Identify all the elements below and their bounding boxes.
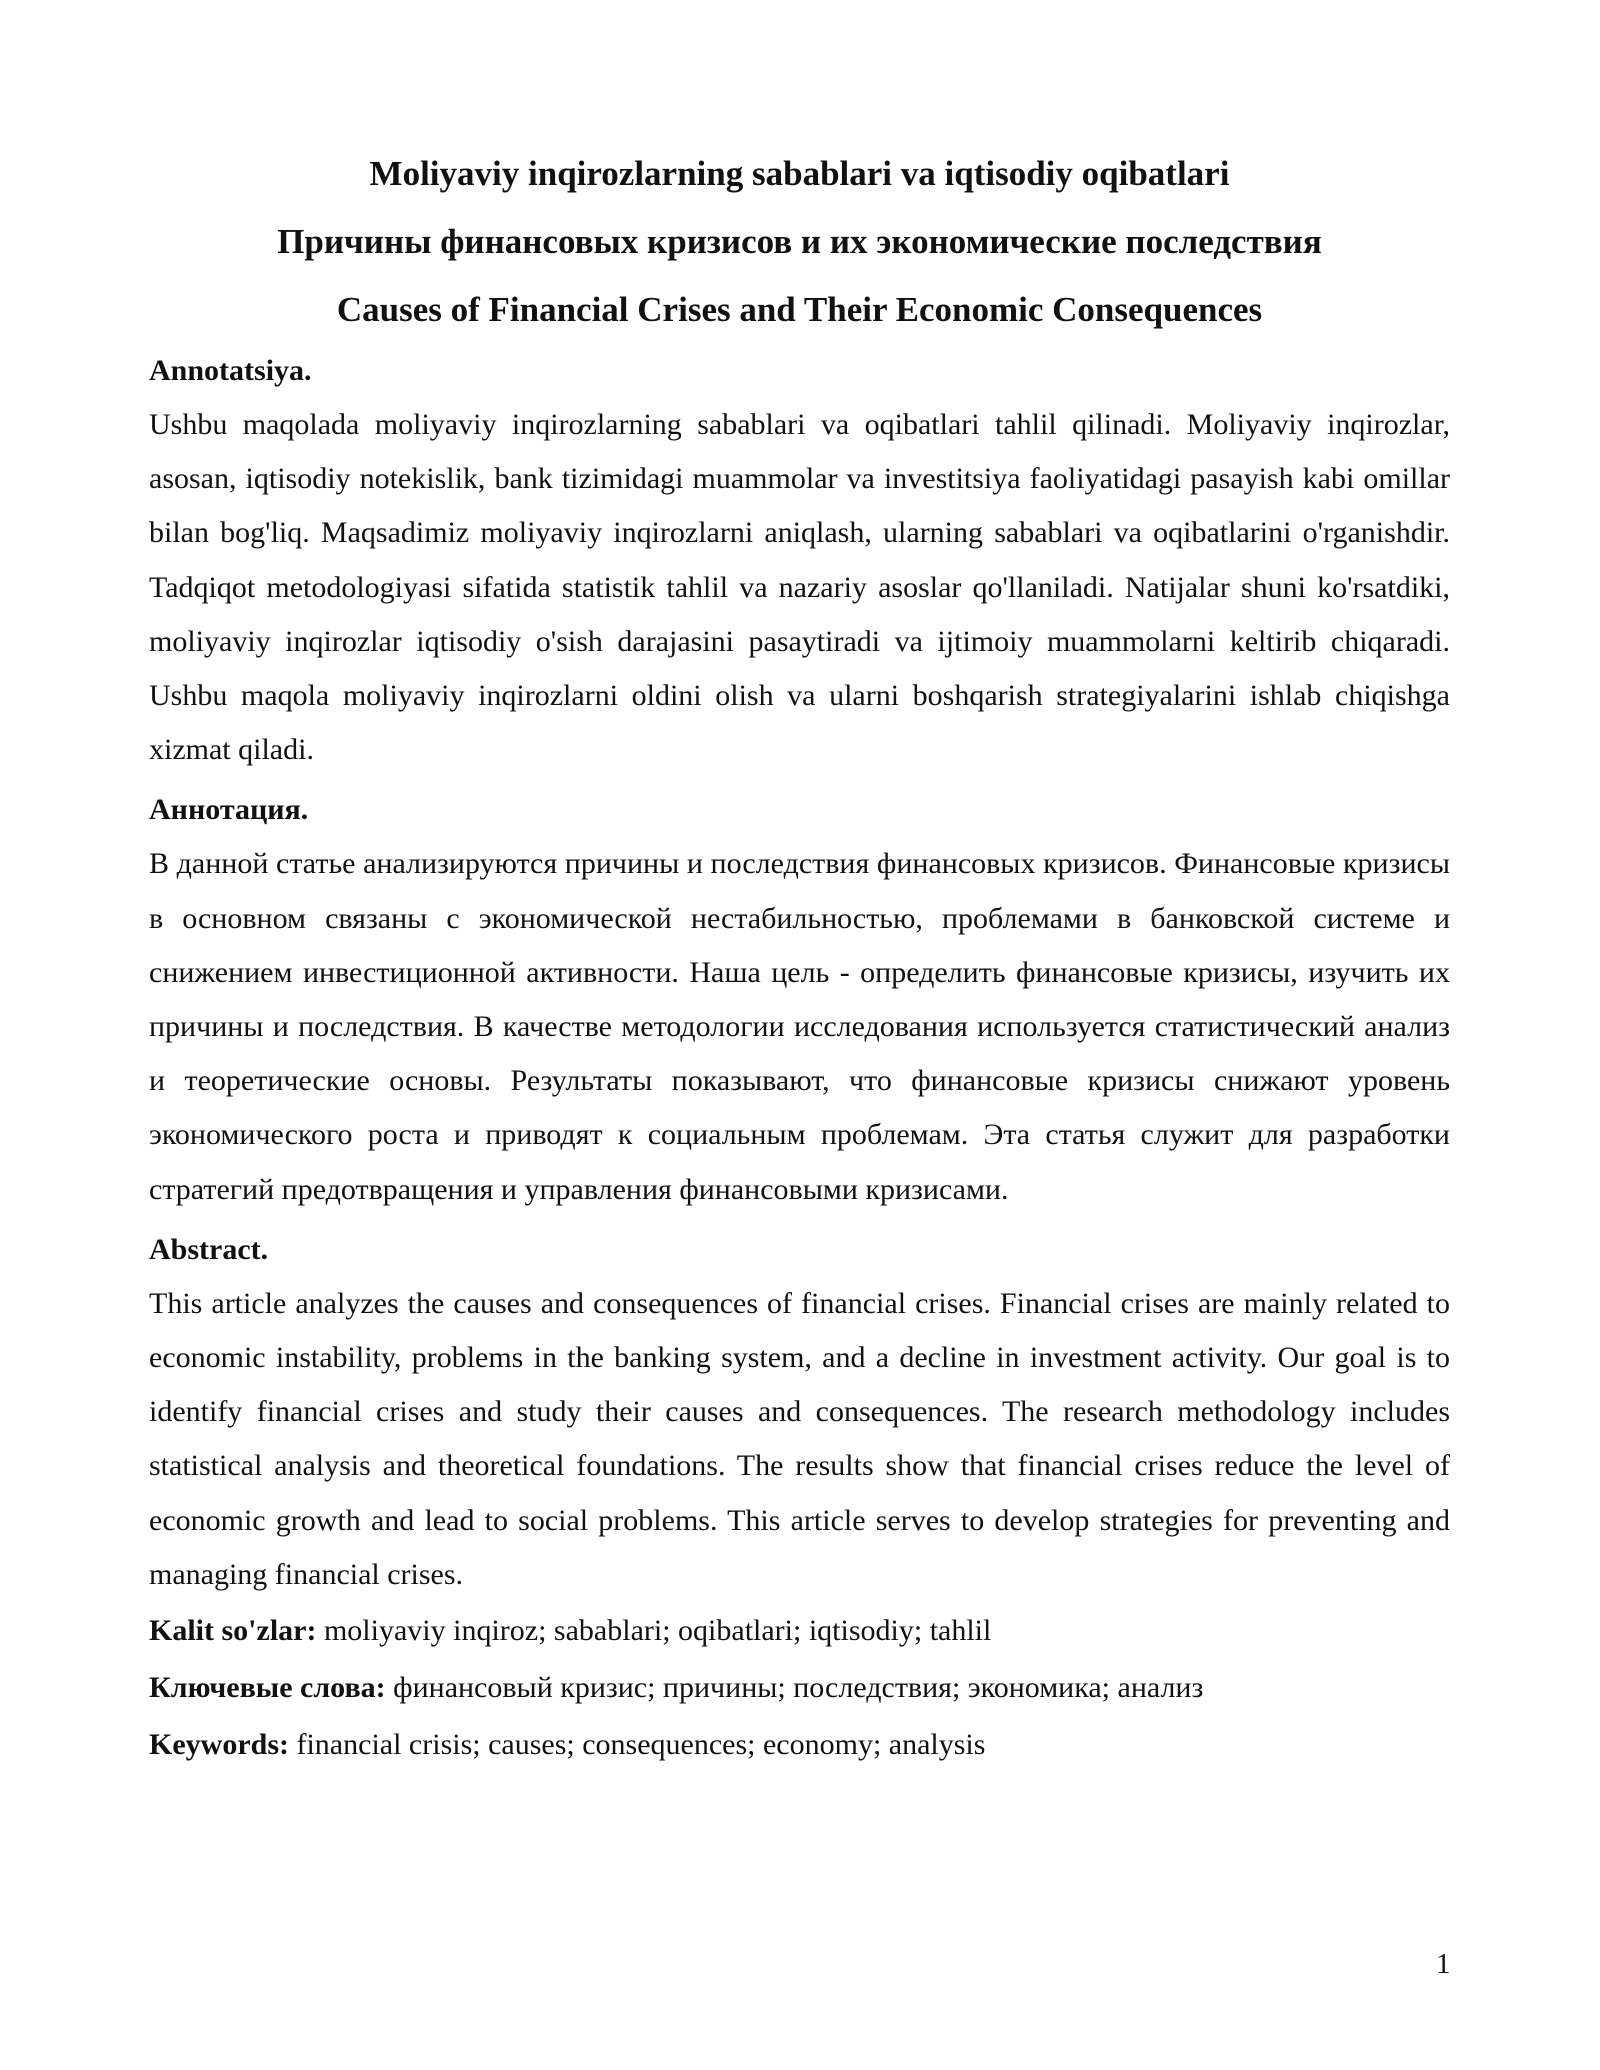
abstract-russian-text: В данной статье анализируются причины и последствия финансовых кризисов. Финансовые кризисы в основном связаны с экономической нестабильностью, проблемами в банковской системе и снижением инвестиционной активности. Наша цель - определить финансовые кризисы, изучить их причины и последствия. В качестве методологии исследования используется статистический анализ и теоретические основы. Результаты показывают, что финансовые кризисы снижают уровень экономического роста и приводят к социальным проблемам. Эта статья служит для разработки стратегий предотвращения и управления финансовыми кризисами. bbox=[149, 847, 1450, 1206]
keywords-uzbek bbox=[149, 1602, 1450, 1659]
document-page bbox=[149, 140, 1450, 1773]
abstract-english-text: This article analyzes the causes and consequences of financial crises. Financial crises are mainly related to economic instability, problems in the banking system, and a decline in investment activity. Our goal is to identify financial crises and study their causes and consequences. The research methodology includes statistical analysis and theoretical foundations. The results show that financial crises reduce the level of economic growth and lead to social problems. This article serves to develop strategies for preventing and managing financial crises. bbox=[149, 1286, 1450, 1591]
keywords-uzbek-value: moliyaviy inqiroz; sabablari; oqibatlari; iqtisodiy; tahlil bbox=[316, 1614, 992, 1648]
keywords-english-value: financial crisis; causes; consequences; economy; analysis bbox=[288, 1728, 986, 1762]
abstract-uzbek-text: Ushbu maqolada moliyaviy inqirozlarning sabablari va oqibatlari tahlil qilinadi. Moliyaviy inqirozlar, asosan, iqtisodiy notekislik, bank tizimidagi muammolar va investitsiya faoliyatidagi pasayish kabi omillar bilan bog'liq. Maqsadimiz moliyaviy inqirozlarni aniqlash, ularning sabablari va oqibatlarini o'rganishdir. Tadqiqot metodologiyasi sifatida statistik tahlil va nazariy asoslar qo'llaniladi. Natijalar shuni ko'rsatdiki, moliyaviy inqirozlar iqtisodiy o'sish darajasini pasaytiradi va ijtimoiy muammolarni keltirib chiqaradi. Ushbu maqola moliyaviy inqirozlarni oldini olish va ularni boshqarish strategiyalarini ishlab chiqishga xizmat qiladi. bbox=[149, 408, 1450, 767]
abstract-russian bbox=[149, 783, 1450, 1216]
keywords-russian bbox=[149, 1659, 1450, 1716]
abstract-english bbox=[149, 1223, 1450, 1602]
keywords-russian-label: Ключевые слова: bbox=[149, 1671, 386, 1705]
keywords-english bbox=[149, 1716, 1450, 1773]
title-uzbek: Moliyaviy inqirozlarning sabablari va iqtisodiy oqibatlari bbox=[369, 154, 1230, 193]
abstract-uzbek-heading: Annotatsiya. bbox=[149, 354, 312, 387]
abstract-english-heading: Abstract. bbox=[149, 1232, 269, 1266]
abstract-uzbek bbox=[149, 344, 1450, 777]
title-russian: Причины финансовых кризисов и их экономические последствия bbox=[277, 222, 1322, 261]
title-english: Causes of Financial Crises and Their Economic Consequences bbox=[336, 290, 1263, 329]
keywords-russian-value: финансовый кризис; причины; последствия; экономика; анализ bbox=[385, 1671, 1204, 1705]
keywords-uzbek-label: Kalit so'zlar: bbox=[149, 1614, 317, 1648]
page-number: 1 bbox=[1436, 1948, 1451, 1980]
keywords-english-label: Keywords: bbox=[149, 1728, 289, 1762]
abstract-russian-heading: Аннотация. bbox=[149, 793, 309, 827]
